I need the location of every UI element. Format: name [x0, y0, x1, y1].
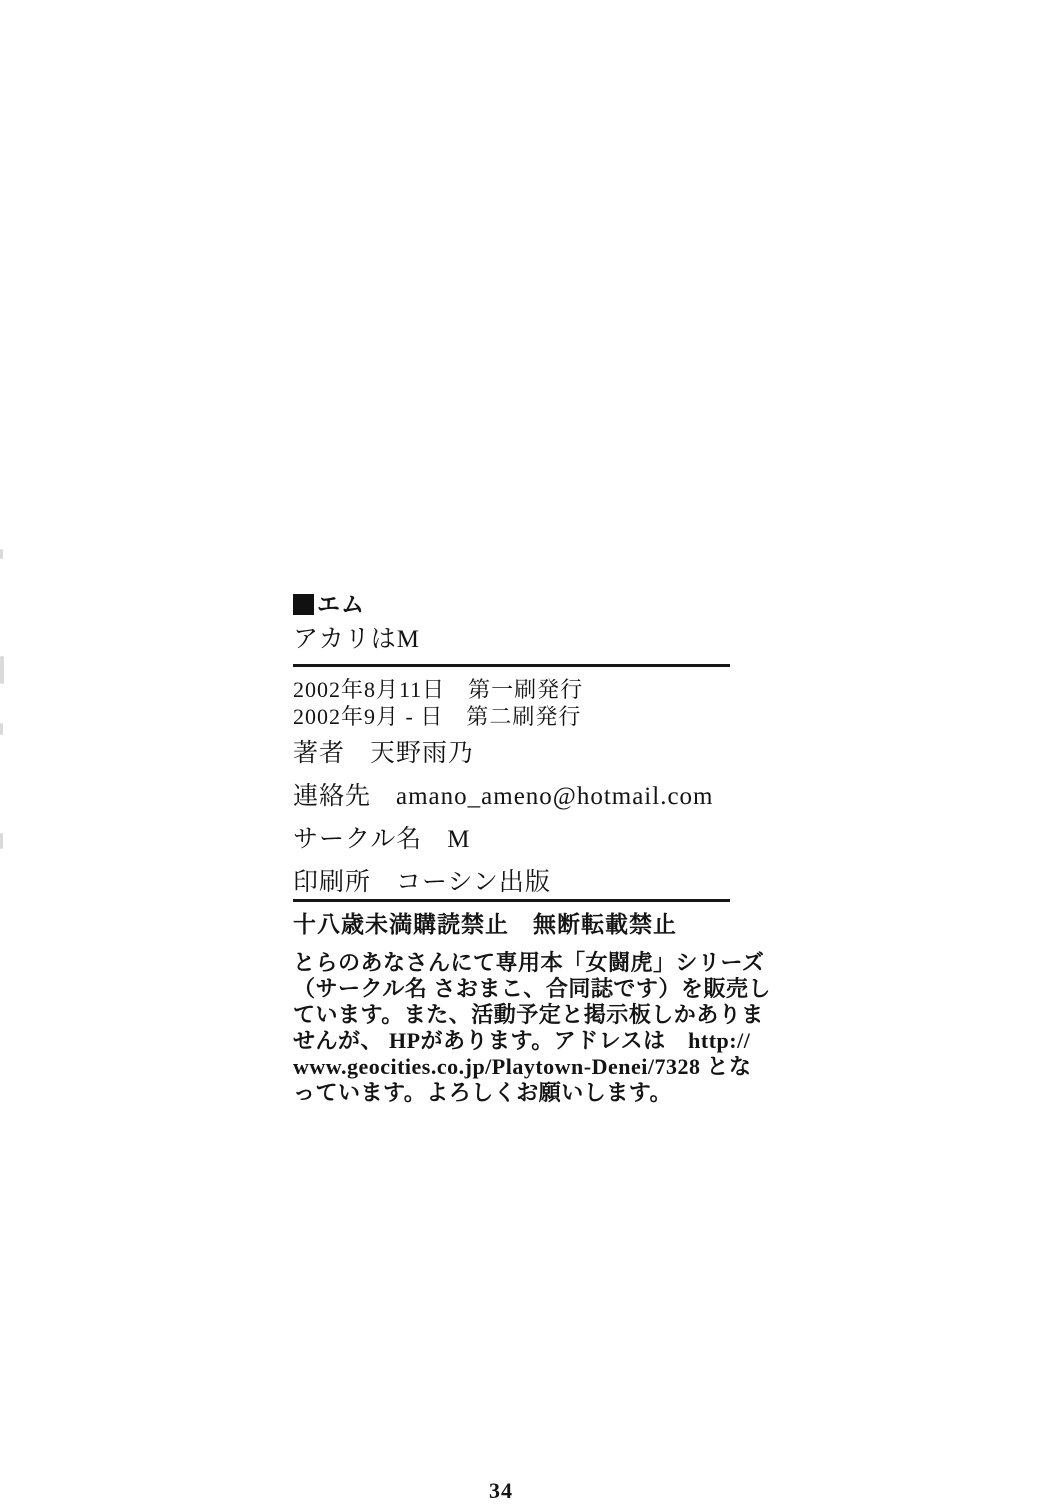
scan-artifact [0, 549, 3, 559]
printing-block [293, 676, 733, 730]
first-printing-line: 2002年8月11日 第一刷発行 [293, 677, 584, 702]
printer-value: コーシン出版 [396, 869, 551, 896]
contact-label: 連絡先 [293, 783, 372, 810]
divider-top [293, 664, 730, 667]
age-restriction-notice: 十八歳未満購読禁止 無断転載禁止 [293, 912, 677, 937]
author-row [293, 740, 733, 768]
announcement-line: （サークル名 さおまこ、合同誌です）を販売し [293, 976, 771, 1001]
announcement-line: ています。また、活動予定と掲示板しかありま [293, 1002, 764, 1027]
scan-artifact [0, 723, 3, 735]
announcement-line: とらのあなさんにて専用本「女闘虎」シリーズ [293, 950, 765, 975]
contact-email-value: amano_ameno@hotmail.com [396, 783, 714, 810]
printer-row [293, 869, 733, 897]
circle-row [293, 826, 733, 854]
divider-bottom [293, 899, 730, 902]
author-value: 天野雨乃 [370, 740, 475, 767]
colophon-fields [293, 740, 733, 897]
contact-row [293, 783, 733, 811]
circle-label: サークル名 [293, 826, 423, 853]
announcement-paragraph [293, 950, 771, 1106]
book-title: アカリはM [293, 626, 420, 653]
announcement-line: www.geocities.co.jp/Playtown-Denei/7328 とな [293, 1054, 752, 1079]
second-printing-line: 2002年9月 - 日 第二刷発行 [293, 704, 582, 729]
circle-value: M [447, 826, 471, 853]
colophon-block [293, 592, 771, 1106]
series-header [293, 592, 733, 617]
announcement-line: っています。よろしくお願いします。 [293, 1080, 672, 1105]
printer-label: 印刷所 [293, 869, 372, 896]
page-number: 34 [489, 1478, 513, 1503]
author-label: 著者 [293, 740, 346, 767]
announcement-line: せんが、 HPがあります。アドレスは http:// [293, 1028, 751, 1053]
scan-artifact [0, 833, 3, 849]
black-square-icon [293, 594, 314, 615]
scan-artifact [0, 656, 4, 684]
series-header-label: エム [317, 592, 365, 617]
